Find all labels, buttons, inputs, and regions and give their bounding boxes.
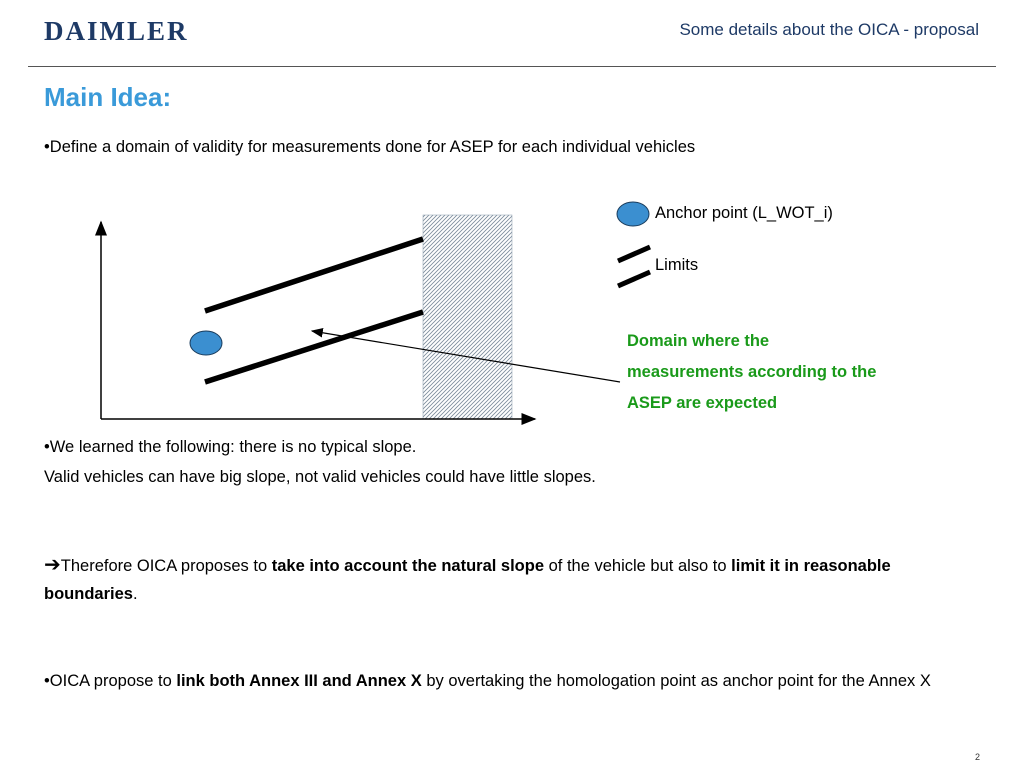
domain-hatched-area [423,215,512,419]
bullet4-text1: •OICA propose to [44,672,177,690]
bullet3-bold1: take into account the natural slope [271,557,545,575]
legend-anchor-icon [617,202,649,226]
upper-limit-line [205,239,423,311]
legend-anchor-label: Anchor point (L_WOT_i) [655,204,833,222]
header-title: Some details about the OICA - proposal [679,20,979,39]
legend-limit-icon-bottom [618,272,650,286]
lower-limit-line [205,312,423,382]
bullet3-text3: . [132,585,138,603]
legend-limits-label: Limits [655,256,699,274]
bullet2-line1: •We learned the following: there is no typical slope. [44,438,417,456]
anchor-point-marker [190,331,222,355]
bullet3-text1: Therefore OICA proposes to [60,557,272,575]
bullet-no-typical-slope [44,432,944,492]
bullet-link-annexes [44,666,974,696]
bullet3-bold2: limit it in reasonable boundaries [44,557,891,603]
arrow-icon: ➔ [44,552,61,576]
bullet-oica-proposal [44,550,974,608]
bullet-define-domain: •Define a domain of validity for measurements done for ASEP for each individual vehicles [44,138,696,156]
bullet3-text2: of the vehicle but also to [544,557,732,575]
page-number: 2 [974,752,980,762]
bullet2-line2: Valid vehicles can have big slope, not valid vehicles could have little slopes. [44,468,596,486]
daimler-logo: DAIMLER [44,16,189,46]
domain-annotation: Domain where the measurements according to the ASEP are expected [627,332,877,412]
legend-limit-icon-top [618,247,650,261]
bullet4-bold1: link both Annex III and Annex X [176,672,422,690]
bullet4-text2: by overtaking the homologation point as anchor point for the Annex X [421,672,931,690]
section-title: Main Idea: [44,82,172,112]
